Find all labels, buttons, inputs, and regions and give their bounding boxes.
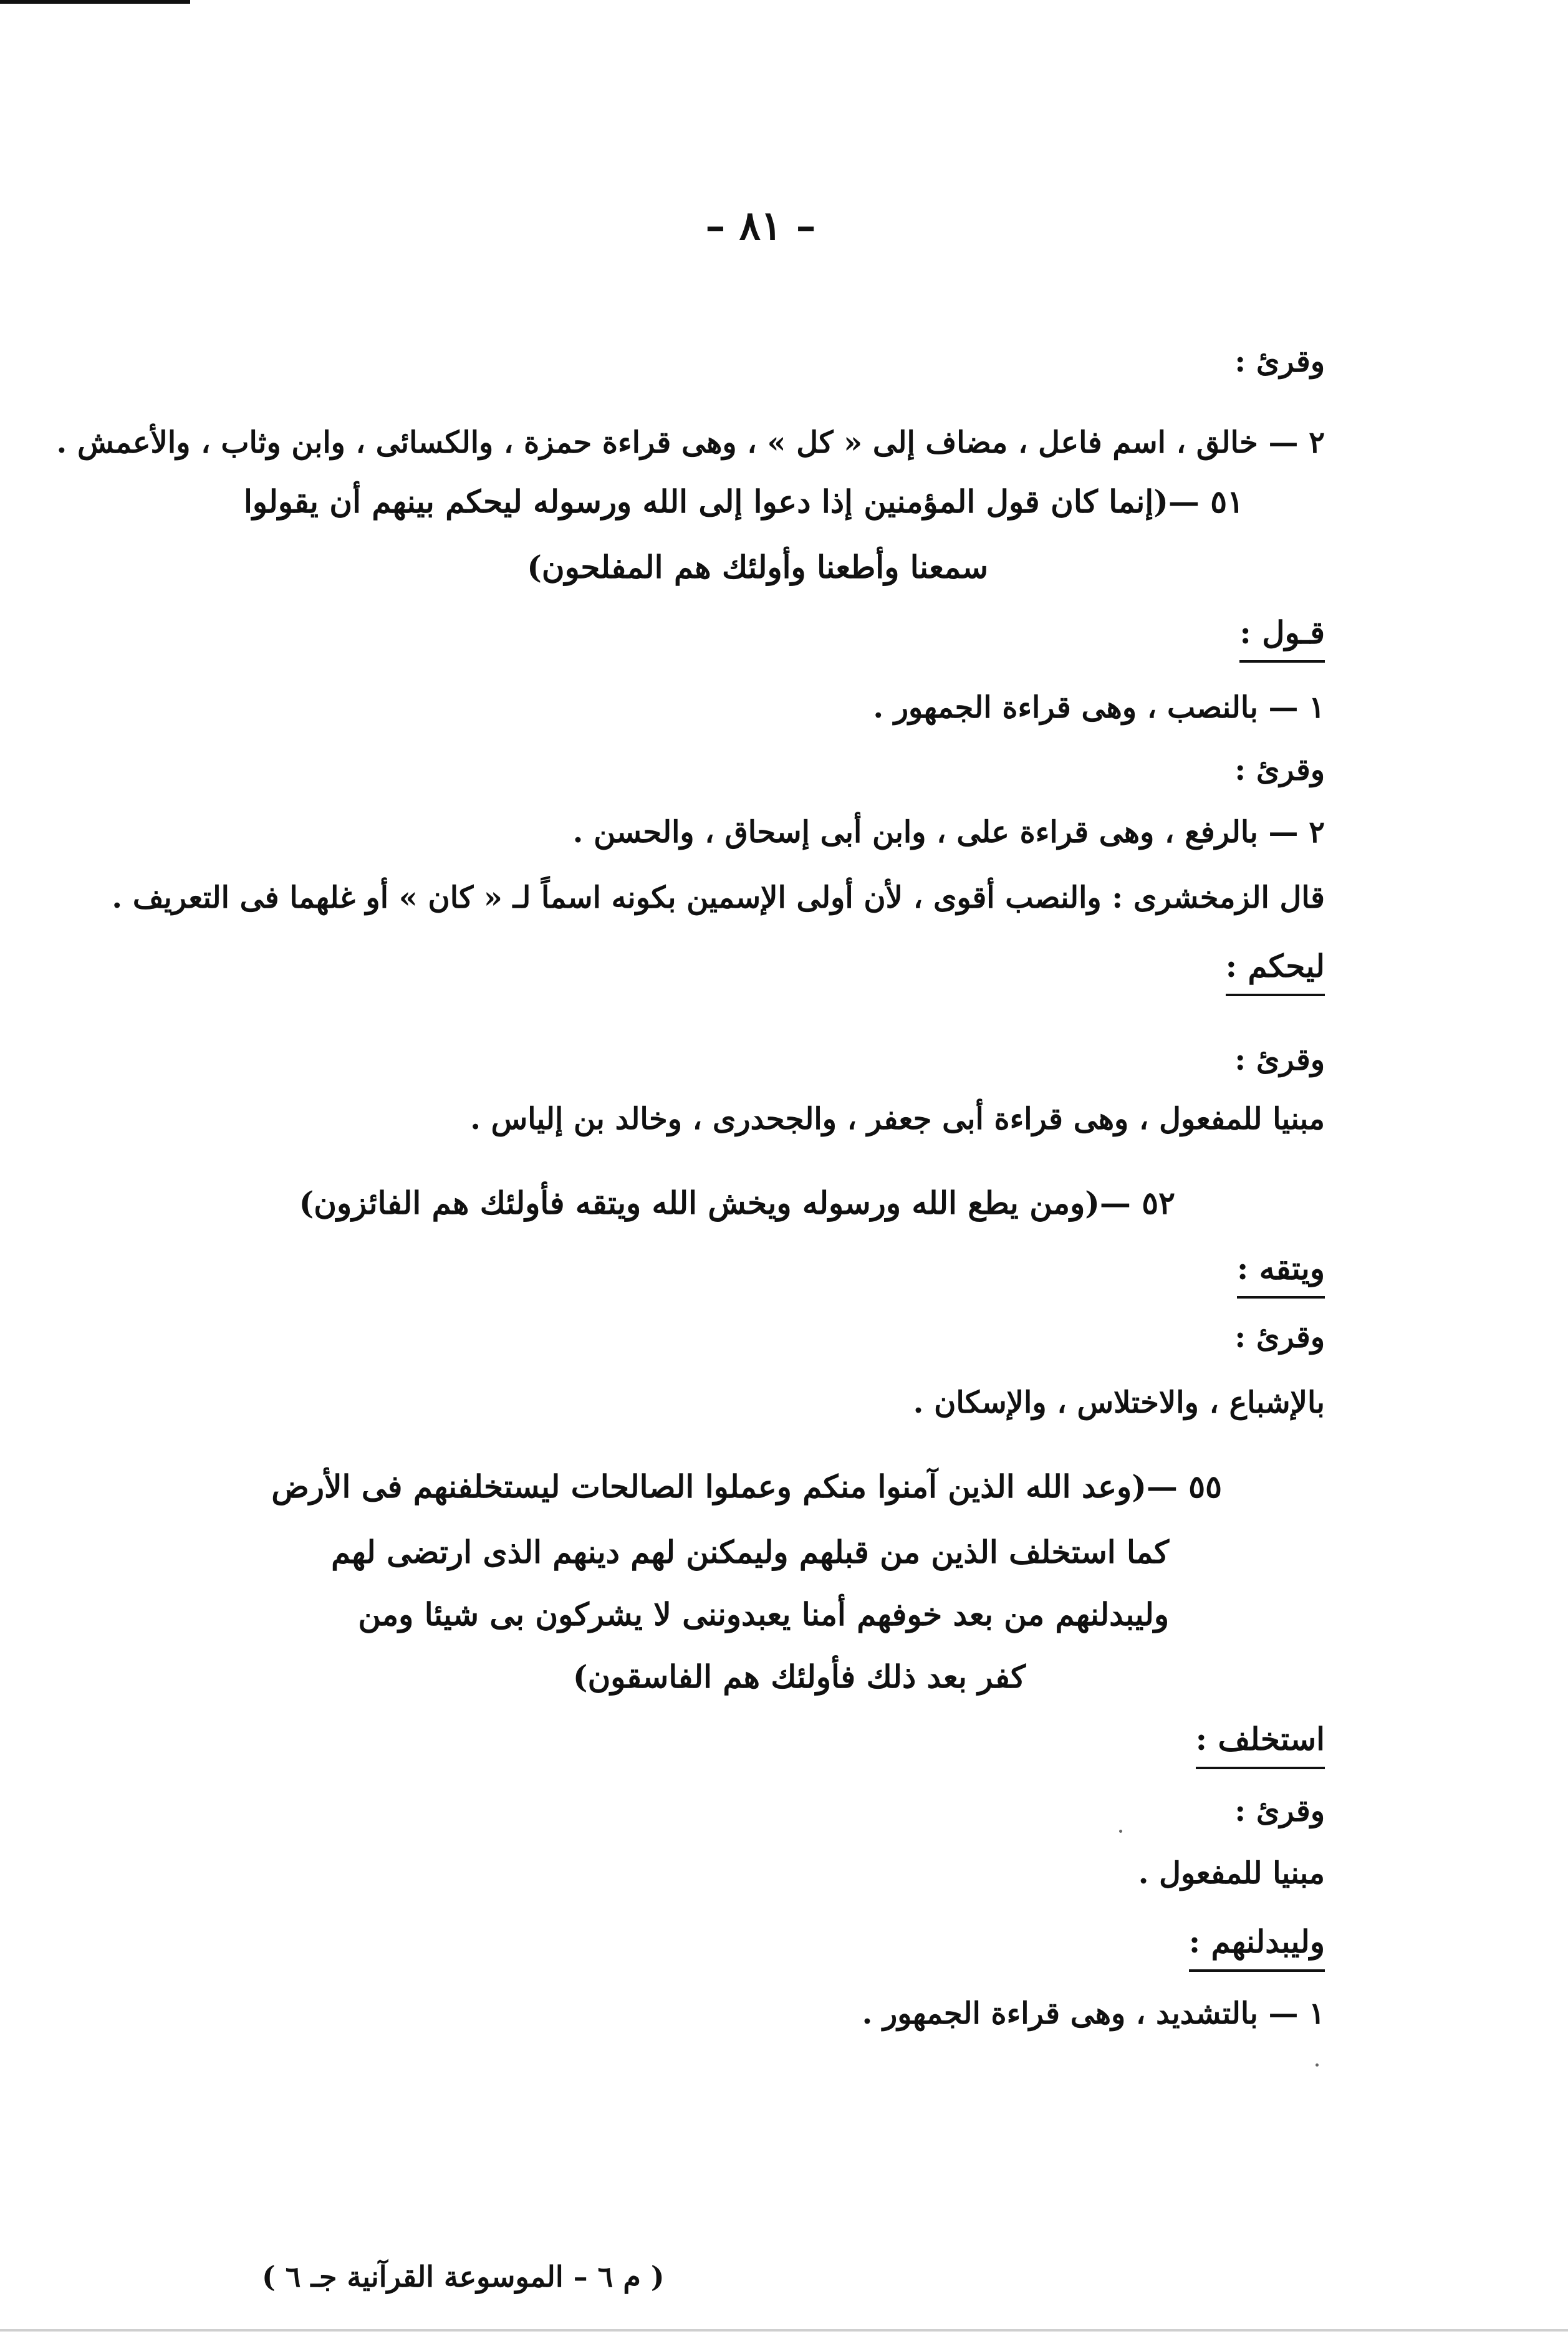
scan-speck: [1315, 2063, 1319, 2067]
verse-line: كفر بعد ذلك فأولئك هم الفاسقون): [572, 1658, 1026, 1695]
text-line: مبنيا للمفعول .: [1138, 1856, 1325, 1891]
section-heading: ليحكم :: [1226, 948, 1325, 996]
text-line: وقرئ :: [1234, 1794, 1325, 1828]
text-line: وقرئ :: [1234, 1042, 1325, 1077]
text-line: وقرئ :: [1234, 752, 1325, 787]
text-line: وقرئ :: [1234, 344, 1325, 379]
text-line: بالإشباع ، والاختلاس ، والإسكان .: [913, 1385, 1325, 1420]
text-line: ١ — بالتشديد ، وهى قراءة الجمهور .: [862, 1996, 1325, 2031]
section-heading: استخلف :: [1196, 1721, 1325, 1769]
text-line: مبنيا للمفعول ، وهى قراءة أبى جعفر ، والجحدرى ، وخالد بن إلياس .: [470, 1102, 1325, 1136]
verse-line: وليبدلنهم من بعد خوفهم أمنا يعبدوننى لا يشركون بى شيئا ومن: [358, 1596, 1169, 1633]
scan-speck: [1119, 1830, 1122, 1833]
scan-edge-line: [0, 2329, 1568, 2332]
verse-line: كما استخلف الذين من قبلهم وليمكنن لهم دينهم الذى ارتضى لهم: [331, 1534, 1169, 1570]
text-line: ١ — بالنصب ، وهى قراءة الجمهور .: [873, 690, 1325, 725]
text-line: ٢ — خالق ، اسم فاعل ، مضاف إلى « كل » ، وهى قراءة حمزة ، والكسائى ، وابن وثاب ، والأعمش .: [56, 425, 1325, 460]
verse-line: سمعنا وأطعنا وأولئك هم المفلحون): [527, 549, 988, 585]
section-heading: قـول :: [1239, 614, 1325, 663]
verse-line: ٥٥ —(وعد الله الذين آمنوا منكم وعملوا الصالحات ليستخلفنهم فى الأرض: [271, 1468, 1222, 1505]
scan-edge-mark: [0, 0, 190, 4]
text-line: قال الزمخشرى : والنصب أقوى ، لأن أولى الإسمين بكونه اسماً لـ « كان » أو غلهما فى التعريف .: [112, 880, 1325, 915]
verse-line: ٥١ —(إنما كان قول المؤمنين إذا دعوا إلى الله ورسوله ليحكم بينهم أن يقولوا: [243, 483, 1244, 520]
text-line: وقرئ :: [1234, 1320, 1325, 1355]
text-line: ٢ — بالرفع ، وهى قراءة على ، وابن أبى إسحاق ، والحسن .: [572, 815, 1325, 850]
page-number: – ٨١ –: [705, 203, 816, 249]
section-heading: ويتقه :: [1237, 1250, 1325, 1299]
section-heading: وليبدلنهم :: [1189, 1923, 1325, 1972]
verse-line: ٥٢ —(ومن يطع الله ورسوله ويخش الله ويتقه فأولئك هم الفائزون): [299, 1184, 1175, 1221]
footer-note: ( م ٦ – الموسوعة القرآنية جـ ٦ ): [262, 2260, 665, 2293]
